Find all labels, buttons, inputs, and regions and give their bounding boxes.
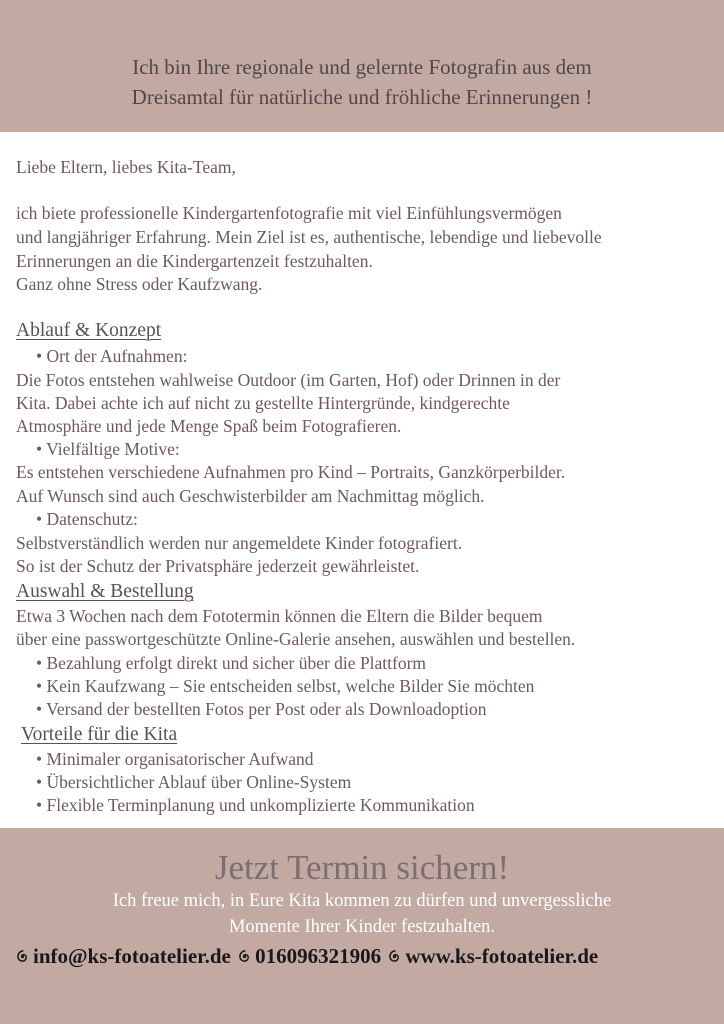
intro-line: ich biete professionelle Kindergartenfotografie mit viel Einfühlungsvermögen bbox=[16, 203, 562, 223]
list-item: • Flexible Terminplanung und unkomplizierte Kommunikation bbox=[36, 795, 475, 815]
item-title-datenschutz: • Datenschutz: bbox=[36, 509, 138, 529]
section-heading-auswahl: Auswahl & Bestellung bbox=[16, 581, 194, 602]
item-title-motive: • Vielfältige Motive: bbox=[36, 439, 180, 459]
item-text: Kita. Dabei achte ich auf nicht zu gestellte Hintergründe, kindgerechte bbox=[16, 393, 510, 413]
header-line-1: Ich bin Ihre regionale und gelernte Fotografin aus dem bbox=[132, 55, 592, 79]
list-item: • Übersichtlicher Ablauf über Online-System bbox=[36, 772, 352, 792]
intro-line: Erinnerungen an die Kindergartenzeit festzuhalten. bbox=[16, 251, 373, 271]
spiral-icon bbox=[238, 950, 251, 963]
list-item: • Minimaler organisatorischer Aufwand bbox=[36, 749, 314, 769]
intro-line: und langjähriger Erfahrung. Mein Ziel ist es, authentische, lebendige und liebevolle bbox=[16, 227, 602, 247]
item-text: Die Fotos entstehen wahlweise Outdoor (im Garten, Hof) oder Drinnen in der bbox=[16, 370, 561, 390]
item-text: Es entstehen verschiedene Aufnahmen pro Kind – Portraits, Ganzkörperbilder. bbox=[16, 462, 566, 482]
item-text: Etwa 3 Wochen nach dem Fototermin können die Eltern die Bilder bequem bbox=[16, 606, 543, 626]
closing-line-2: Momente Ihrer Kinder festzuhalten. bbox=[228, 917, 496, 937]
call-to-action-heading: Jetzt Termin sichern! bbox=[214, 848, 510, 887]
item-text: über eine passwortgeschützte Online-Galerie ansehen, auswählen und bestellen. bbox=[16, 629, 576, 649]
email-link[interactable]: info@ks-fotoatelier.de bbox=[33, 944, 231, 968]
header-line-2: Dreisamtal für natürliche und fröhliche Erinnerungen ! bbox=[131, 85, 593, 109]
item-text: Selbstverständlich werden nur angemeldete Kinder fotografiert. bbox=[16, 533, 463, 553]
item-title-ort: • Ort der Aufnahmen: bbox=[36, 346, 188, 366]
spiral-icon bbox=[388, 950, 401, 963]
spiral-icon bbox=[16, 950, 29, 963]
header-band bbox=[0, 0, 724, 132]
list-item: • Bezahlung erfolgt direkt und sicher über die Plattform bbox=[36, 653, 427, 673]
phone-link[interactable]: 016096321906 bbox=[255, 944, 382, 968]
closing-line-1: Ich freue mich, in Eure Kita kommen zu dürfen und unvergessliche bbox=[112, 891, 612, 911]
contact-line bbox=[14, 944, 598, 969]
list-item: • Kein Kaufzwang – Sie entscheiden selbst, welche Bilder Sie möchten bbox=[36, 676, 535, 696]
intro-line: Ganz ohne Stress oder Kaufzwang. bbox=[16, 274, 263, 294]
item-text: Atmosphäre und jede Menge Spaß beim Fotografieren. bbox=[16, 416, 402, 436]
item-text: Auf Wunsch sind auch Geschwisterbilder am Nachmittag möglich. bbox=[16, 486, 485, 506]
greeting: Liebe Eltern, liebes Kita-Team, bbox=[16, 157, 236, 177]
section-heading-ablauf: Ablauf & Konzept bbox=[16, 320, 162, 341]
section-heading-vorteile: Vorteile für die Kita bbox=[21, 724, 178, 745]
website-link[interactable]: www.ks-fotoatelier.de bbox=[405, 944, 599, 968]
item-text: So ist der Schutz der Privatsphäre jederzeit gewährleistet. bbox=[16, 556, 420, 576]
list-item: • Versand der bestellten Fotos per Post oder als Downloadoption bbox=[36, 699, 487, 719]
